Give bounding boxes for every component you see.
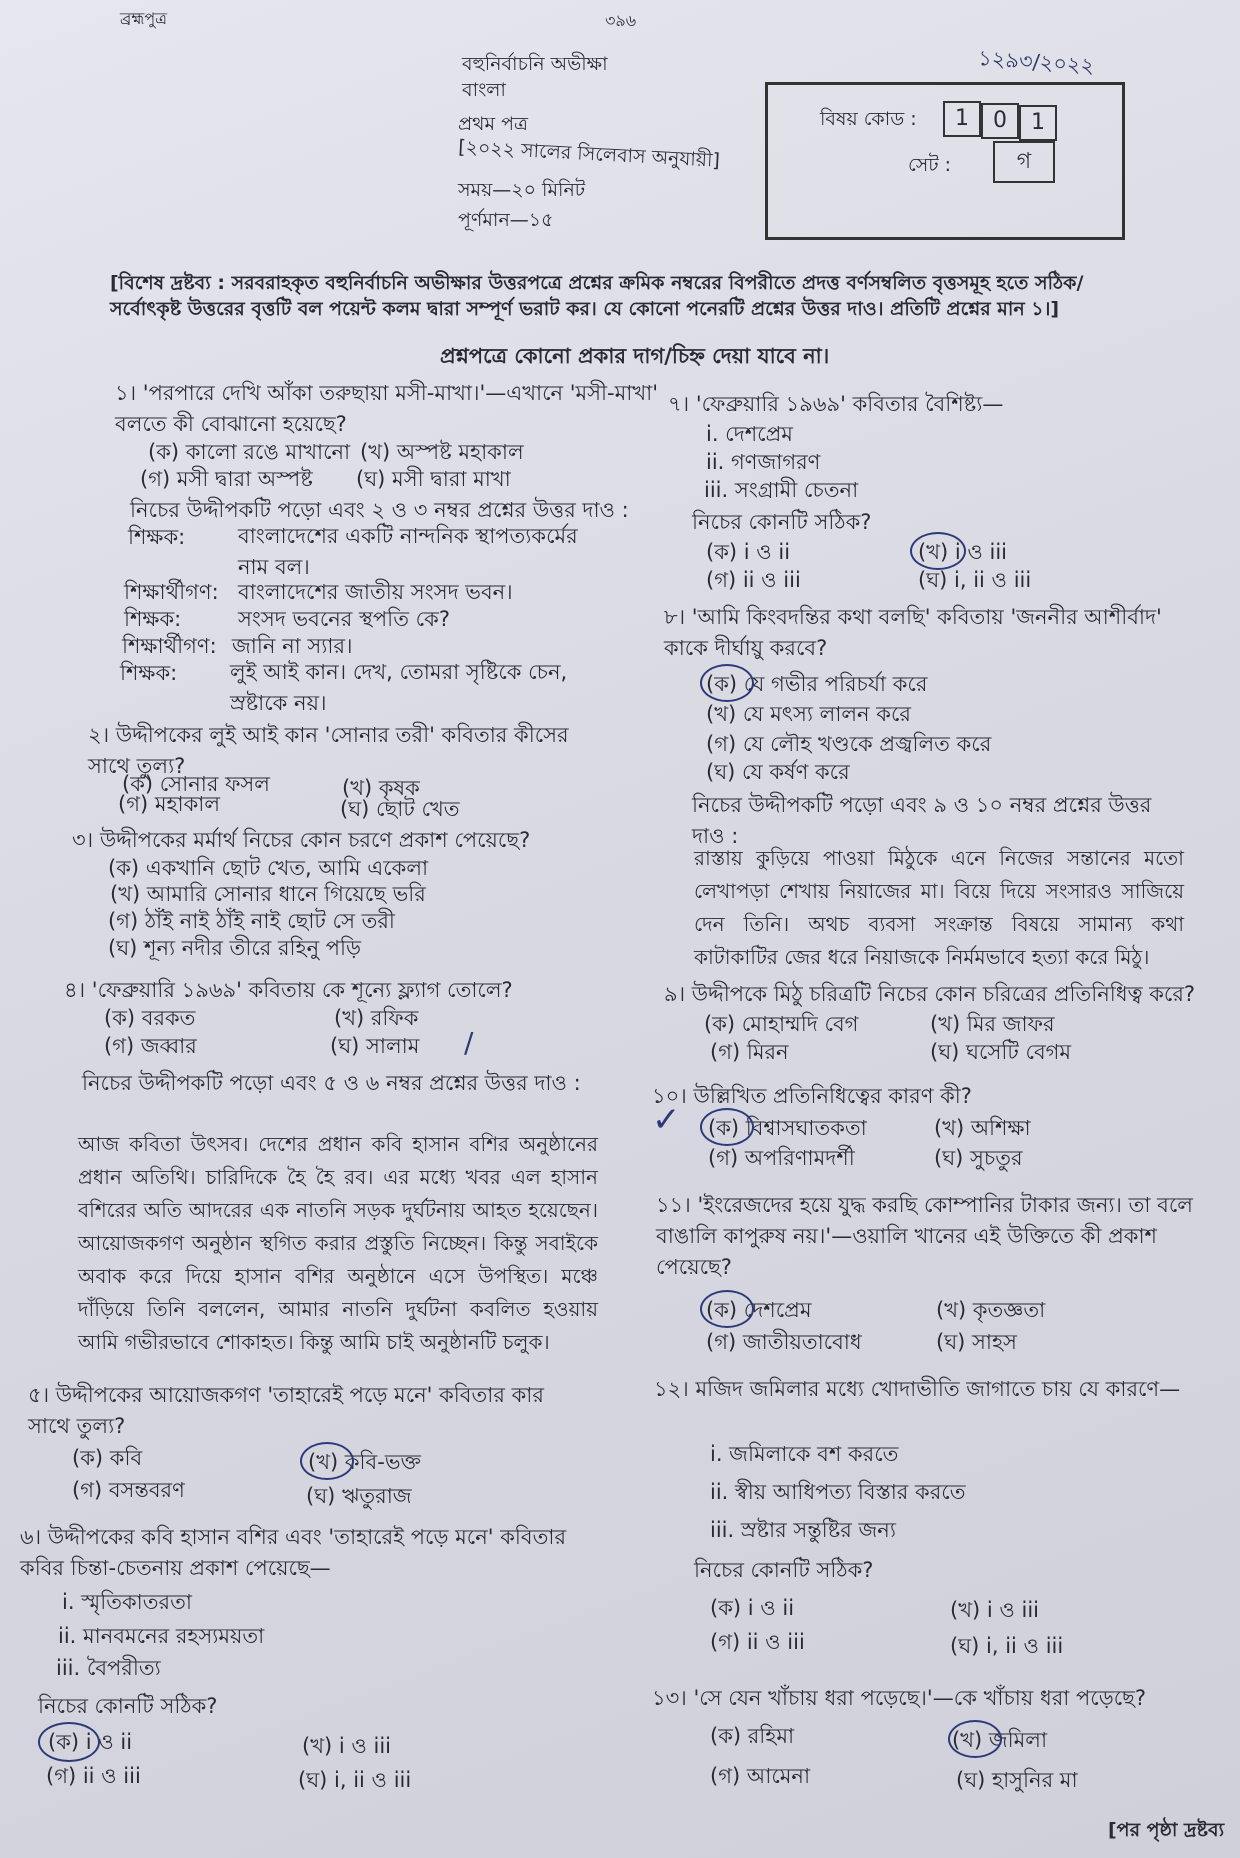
question-3: ৩। উদ্দীপকের মর্মার্থ নিচের কোন চরণে প্রকাশ পেয়েছে?: [72, 828, 531, 852]
q12-option-d: (ঘ) i, ii ও iii: [950, 1634, 1064, 1658]
q13-option-d: (ঘ) হাসুনির মা: [956, 1768, 1078, 1792]
q6-statement-iii: iii. বৈপরীত্য: [56, 1656, 161, 1680]
q13-option-c: (গ) আমেনা: [710, 1764, 811, 1788]
exam-time: সময়—২০ মিনিট: [458, 179, 586, 201]
q2-option-b: (খ) কৃষক: [342, 776, 420, 800]
question-2: ২। উদ্দীপকের লুই আই কান 'সোনার তরী' কবিতার কীসের সাথে তুল্য?: [88, 723, 569, 778]
dialogue-line: জানি না স্যার।: [232, 634, 353, 658]
no-marks-note: প্রশ্নপত্রে কোনো প্রকার দাগ/চিহ্ন দেয়া যাবে না।: [440, 344, 830, 368]
q6-statement-i: i. স্মৃতিকাতরতা: [62, 1590, 192, 1614]
q5-option-a: (ক) কবি: [72, 1446, 143, 1470]
q12-option-c: (গ) ii ও iii: [710, 1630, 805, 1654]
q4-option-d: (ঘ) সালাম: [330, 1034, 420, 1058]
q8-option-a: (ক) যে গভীর পরিচর্যা করে: [706, 672, 928, 696]
subject-name: বাংলা: [462, 79, 506, 101]
question-12: ১২। মজিদ জমিলার মধ্যে খোদাভীতি জাগাতে চায় যে কারণে—: [654, 1377, 1181, 1401]
dialogue-line: সংসদ ভবনের স্থপতি কে?: [238, 607, 450, 631]
q11-option-b: (খ) কৃতজ্ঞতা: [936, 1298, 1046, 1322]
q8-option-d: (ঘ) যে কর্ষণ করে: [706, 760, 850, 784]
q4-option-c: (গ) জব্বার: [104, 1034, 197, 1058]
q3-option-a: (ক) একখানি ছোট খেত, আমি একেলা: [108, 856, 429, 880]
question-9: ৯। উদ্দীপকে মিঠু চরিত্রটি নিচের কোন চরিত্রের প্রতিনিধিত্ব করে?: [664, 982, 1196, 1006]
q6-option-b: (খ) i ও iii: [302, 1734, 391, 1758]
exam-title: বহুনির্বাচনি অভীক্ষা: [462, 53, 608, 75]
pen-circle-mark: [700, 1290, 754, 1328]
q7-statement-i: i. দেশপ্রেম: [706, 422, 793, 446]
question-8: ৮। 'আমি কিংবদন্তির কথা বলছি' কবিতায় 'জননীর আশীর্বাদ' কাকে দীর্ঘায়ু করবে?: [664, 605, 1162, 660]
q13-option-b: (খ) জমিলা: [952, 1728, 1048, 1752]
question-5: ৫। উদ্দীপকের আয়োজকগণ 'তাহারেই পড়ে মনে' কবিতার কার সাথে তুল্য?: [28, 1383, 544, 1438]
set-label: সেট :: [908, 154, 952, 176]
q6-option-c: (গ) ii ও iii: [46, 1764, 141, 1788]
q9-option-c: (গ) মিরন: [710, 1040, 789, 1064]
subject-code-label: বিষয় কোড :: [820, 108, 917, 130]
q12-statement-i: i. জমিলাকে বশ করতে: [710, 1442, 899, 1466]
paper-name: প্রথম পত্র: [458, 113, 528, 135]
stimulus-2-text: আজ কবিতা উৎসব। দেশের প্রধান কবি হাসান বশির অনুষ্ঠানের প্রধান অতিথি। চারিদিকে হৈ হৈ রব। এর মধ্যে খবর এল হাসান বশিরের অতি আদরের এক নাতনি সড়ক দুর্ঘটনায় আহত হয়েছেন। আয়োজকগণ অনুষ্ঠান স্থগিত করার প্রস্তুতি নিচ্ছেন। কিন্তু সবাইকে অবাক করে দিয়ে হাসান বশির অনুষ্ঠানে এসে উপস্থিত। মঞ্চে দাঁড়িয়ে তিনি বললেন, আমার নাতনি দুর্ঘটনা কবলিত হওয়ায় আমি গভীরভাবে শোকাহত। কিন্তু আমি চাই অনুষ্ঠানটি চলুক।: [78, 1132, 598, 1354]
q7-option-d: (ঘ) i, ii ও iii: [918, 568, 1032, 592]
q11-option-d: (ঘ) সাহস: [936, 1330, 1017, 1354]
pen-circle-mark: [300, 1442, 354, 1480]
pen-circle-mark: [700, 1108, 754, 1146]
q4-option-b: (খ) রফিক: [334, 1006, 419, 1030]
q4-option-a: (ক) বরকত: [104, 1006, 196, 1030]
q2-option-d: (ঘ) ছোট খেত: [340, 797, 460, 821]
q6-statement-ii: ii. মানবমনের রহস্যময়তা: [58, 1624, 265, 1648]
q7-option-a: (ক) i ও ii: [706, 540, 791, 564]
q5-option-c: (গ) বসন্তবরণ: [72, 1478, 185, 1502]
subject-code-digit: 0: [981, 103, 1019, 139]
q3-option-d: (ঘ) শূন্য নদীর তীরে রহিনু পড়ি: [108, 936, 362, 960]
stimulus-3-intro: নিচের উদ্দীপকটি পড়ো এবং ৯ ও ১০ নম্বর প্রশ্নের উত্তর দাও :: [692, 793, 1152, 848]
stimulus-3-text: রাস্তায় কুড়িয়ে পাওয়া মিঠুকে এনে নিজের সন্তানের মতো লেখাপড়া শেখায় নিয়াজের মা। বিয়ে দিয়ে সংসারও সাজিয়ে দেন তিনি। অথচ ব্যবসা সংক্রান্ত বিষয়ে সামান্য কথা কাটাকাটির জের ধরে নিয়াজকে নির্মমভাবে হত্যা করে মিঠু।: [694, 846, 1184, 969]
question-1: ১। 'পরপারে দেখি আঁকা তরুছায়া মসী-মাখা।'—এখানে 'মসী-মাখা' বলতে কী বোঝানো হয়েছে?: [115, 381, 659, 436]
dialogue-speaker: শিক্ষক:: [124, 607, 182, 631]
q12-which: নিচের কোনটি সঠিক?: [694, 1558, 874, 1582]
handwritten-code: ১২৯৩/২০২২: [977, 45, 1096, 79]
q10-option-b: (খ) অশিক্ষা: [934, 1116, 1031, 1140]
next-page-note: [পর পৃষ্ঠা দ্রষ্টব্য: [1108, 1819, 1225, 1841]
q7-statement-iii: iii. সংগ্রামী চেতনা: [704, 478, 859, 502]
q7-which: নিচের কোনটি সঠিক?: [692, 510, 872, 534]
q7-option-c: (গ) ii ও iii: [706, 568, 801, 592]
q12-statement-ii: ii. স্বীয় আধিপত্য বিস্তার করতে: [710, 1480, 966, 1504]
q1-option-c: (গ) মসী দ্বারা অস্পষ্ট: [140, 467, 313, 491]
question-7: ৭। 'ফেব্রুয়ারি ১৯৬৯' কবিতার বৈশিষ্ট্য—: [668, 392, 1004, 416]
q7-option-b: (খ) i ও iii: [918, 540, 1007, 564]
dialogue-speaker: শিক্ষার্থীগণ:: [124, 580, 219, 604]
subject-code-digit: 1: [943, 101, 981, 137]
pen-circle-mark: [948, 1720, 1002, 1758]
q6-option-a: (ক) i ও ii: [48, 1730, 133, 1754]
pen-circle-mark: [910, 532, 966, 570]
question-13: ১৩। 'সে যেন খাঁচায় ধরা পড়েছে।'—কে খাঁচায় ধরা পড়েছে?: [652, 1686, 1147, 1710]
full-marks: পূর্ণমান—১৫: [458, 209, 554, 231]
q10-option-d: (ঘ) সুচতুর: [934, 1146, 1023, 1170]
question-4: ৪। 'ফেব্রুয়ারি ১৯৬৯' কবিতায় কে শূন্যে ফ্ল্যাগ তোলে?: [64, 978, 513, 1002]
q11-option-c: (গ) জাতীয়তাবোধ: [706, 1330, 862, 1354]
pen-circle-mark: [38, 1722, 100, 1762]
q2-option-a: (ক) সোনার ফসল: [122, 772, 270, 796]
q12-option-b: (খ) i ও iii: [950, 1598, 1039, 1622]
subject-code-digit: 1: [1019, 105, 1057, 141]
pen-tick-mark: ✓: [652, 1100, 681, 1140]
dialogue-line: বাংলাদেশের জাতীয় সংসদ ভবন।: [238, 580, 513, 604]
q11-option-a: (ক) দেশপ্রেম: [706, 1298, 812, 1322]
q3-option-c: (গ) ঠাঁই নাই ঠাঁই নাই ছোট সে তরী: [108, 909, 395, 933]
pen-slash-mark: /: [464, 1026, 474, 1059]
q1-option-a: (ক) কালো রঙে মাখানো: [148, 440, 351, 464]
question-6: ৬। উদ্দীপকের কবি হাসান বশির এবং 'তাহারেই পড়ে মনে' কবিতার কবির চিন্তা-চেতনায় প্রকাশ পেয়েছে—: [20, 1525, 566, 1580]
page-number: ৩৯৬: [605, 11, 637, 30]
q12-option-a: (ক) i ও ii: [710, 1596, 795, 1620]
q8-option-b: (খ) যে মৎস্য লালন করে: [706, 702, 911, 726]
dialogue-speaker: শিক্ষক:: [128, 525, 186, 549]
dialogue-speaker: শিক্ষক:: [120, 661, 178, 685]
dialogue-speaker: শিক্ষার্থীগণ:: [122, 634, 217, 658]
q10-option-a: (ক) বিশ্বাসঘাতকতা: [708, 1116, 867, 1140]
special-note: [বিশেষ দ্রষ্টব্য : সরবরাহকৃত বহুনির্বাচনি অভীক্ষার উত্তরপত্রে প্রশ্নের ক্রমিক নম্বরের বিপরীতে প্রদত্ত বর্ণসম্বলিত বৃত্তসমূহ হতে সঠিক/সর্বোৎকৃষ্ট উত্তরের বৃত্তটি বল পয়েন্ট কলম দ্বারা সম্পূর্ণ ভরাট কর। যে কোনো পনেরটি প্রশ্নের উত্তর দাও। প্রতিটি প্রশ্নের মান ১।]: [110, 272, 1084, 320]
dialogue-line: বাংলাদেশের একটি নান্দনিক স্থাপত্যকর্মের নাম বল।: [238, 524, 578, 579]
q1-option-b: (খ) অস্পষ্ট মহাকাল: [360, 440, 524, 464]
q3-option-b: (খ) আমারি সোনার ধানে গিয়েছে ভরি: [110, 882, 426, 906]
q9-option-b: (খ) মির জাফর: [930, 1012, 1055, 1036]
pen-circle-mark: [700, 664, 754, 702]
q10-option-c: (গ) অপরিণামদর্শী: [708, 1146, 855, 1170]
q9-option-d: (ঘ) ঘসেটি বেগম: [930, 1040, 1072, 1064]
q2-option-c: (গ) মহাকাল: [118, 792, 221, 816]
q6-option-d: (ঘ) i, ii ও iii: [298, 1768, 412, 1792]
q5-option-d: (ঘ) ঋতুরাজ: [306, 1484, 412, 1508]
q5-option-b: (খ) কবি-ভক্ত: [308, 1450, 421, 1474]
q6-which: নিচের কোনটি সঠিক?: [38, 1694, 218, 1718]
question-10: ১০। উল্লিখিত প্রতিনিধিত্বের কারণ কী?: [652, 1084, 972, 1108]
q12-statement-iii: iii. স্রষ্টার সন্তুষ্টির জন্য: [710, 1518, 896, 1542]
q1-option-d: (ঘ) মসী দ্বারা মাখা: [356, 467, 511, 491]
dialogue-line: লুই আই কান। দেখ, তোমরা সৃষ্টিকে চেন, স্রষ্টাকে নয়।: [230, 660, 568, 715]
question-11: ১১। 'ইংরেজদের হয়ে যুদ্ধ করছি কোম্পানির টাকার জন্য। তা বলে বাঙালি কাপুরুষ নয়।'—ওয়ালি খানের এই উক্তিতে কী প্রকাশ পেয়েছে?: [656, 1193, 1193, 1279]
syllabus-note: [২০২২ সালের সিলেবাস অনুযায়ী]: [457, 136, 721, 172]
q8-option-c: (গ) যে লৌহ খণ্ডকে প্রজ্বলিত করে: [706, 732, 992, 756]
set-value: গ: [993, 141, 1055, 183]
board-name: ব্রহ্মপুত্র: [120, 9, 168, 28]
subject-code-box: [765, 82, 1125, 240]
q13-option-a: (ক) রহিমা: [710, 1724, 795, 1748]
q7-statement-ii: ii. গণজাগরণ: [706, 450, 821, 474]
q9-option-a: (ক) মোহাম্মদি বেগ: [704, 1012, 859, 1036]
stimulus-1-intro: নিচের উদ্দীপকটি পড়ো এবং ২ ও ৩ নম্বর প্রশ্নের উত্তর দাও :: [130, 498, 629, 522]
stimulus-2-intro: নিচের উদ্দীপকটি পড়ো এবং ৫ ও ৬ নম্বর প্রশ্নের উত্তর দাও :: [82, 1071, 581, 1095]
